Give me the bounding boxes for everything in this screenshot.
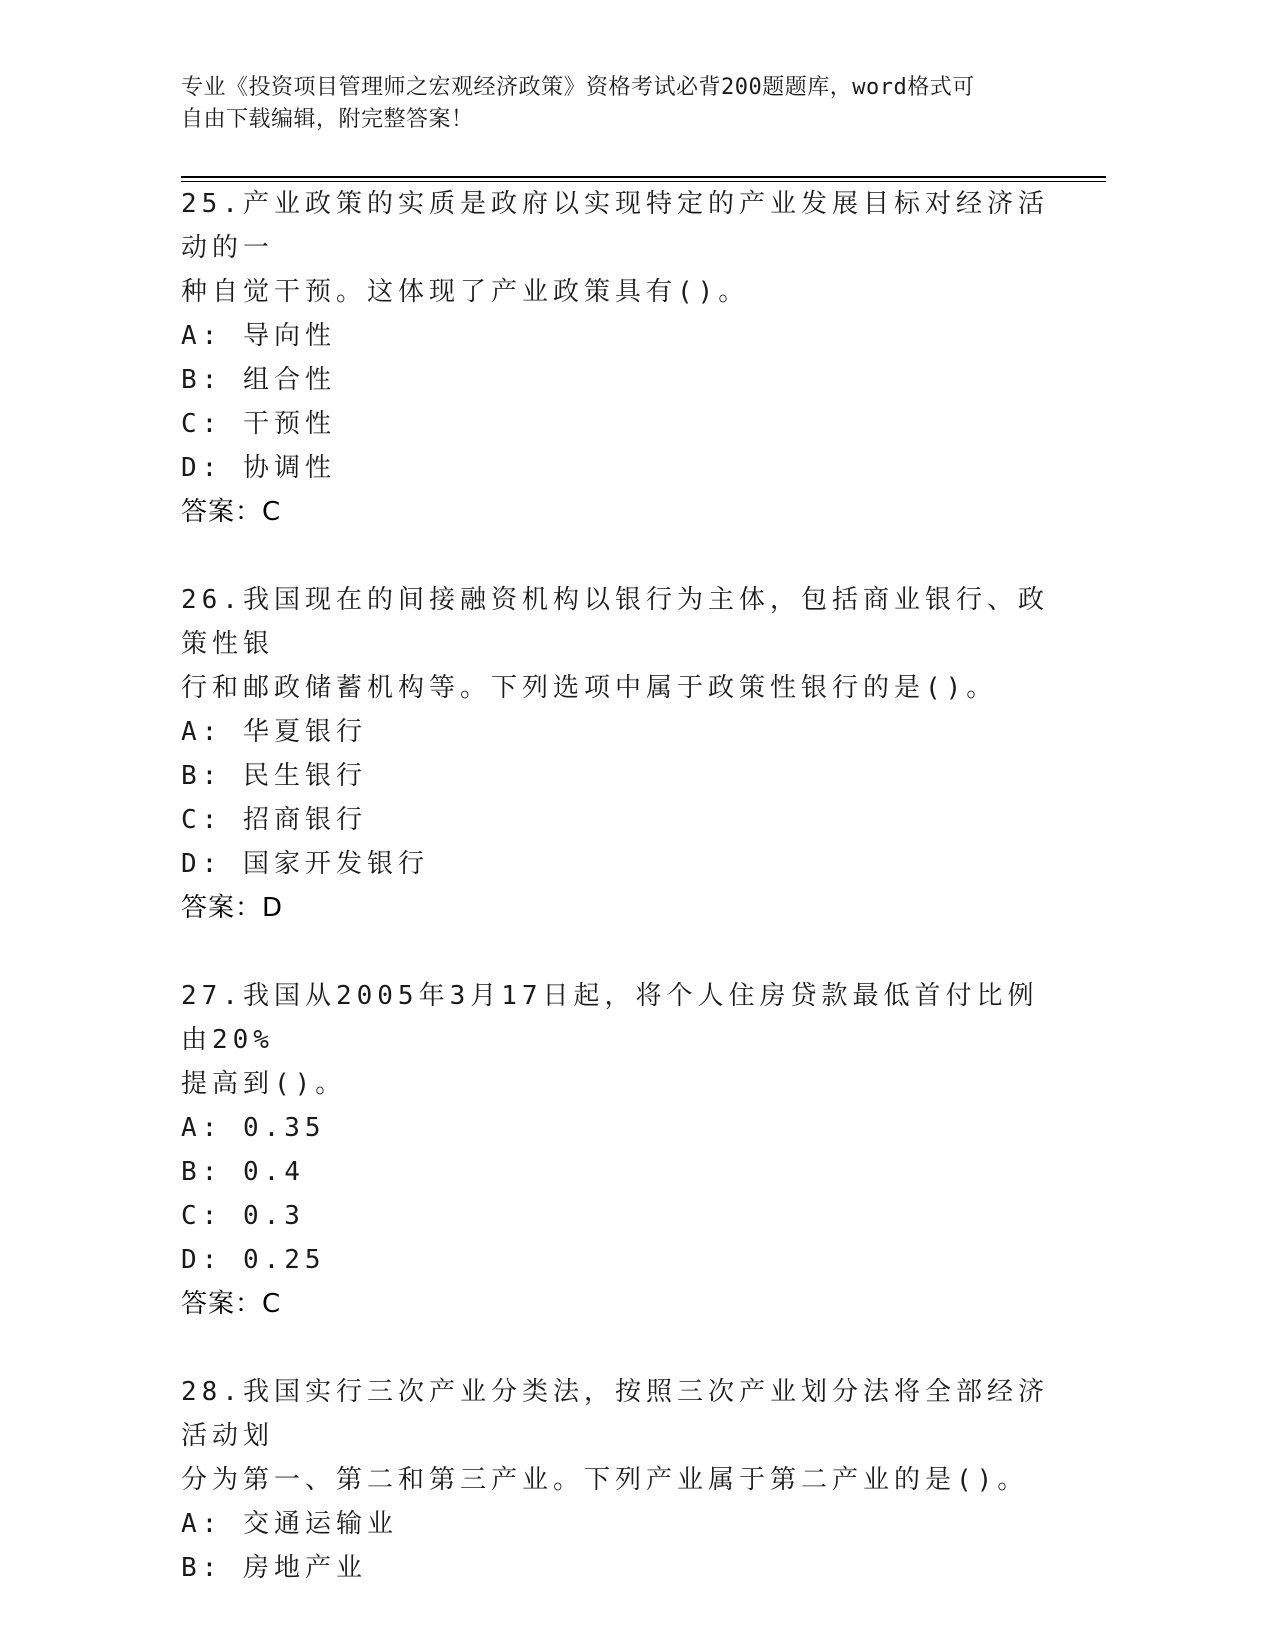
document-header	[181, 72, 1041, 136]
option-a: A: 0.35	[181, 1113, 326, 1143]
question-25	[181, 182, 1051, 578]
answer-line: 答案：C	[181, 1289, 282, 1319]
question-stem-line: 提高到()。	[181, 1069, 347, 1099]
question-spacer	[181, 1326, 1051, 1370]
header-line-1: 专业《投资项目管理师之宏观经济政策》资格考试必背200题题库，word格式可	[181, 75, 975, 100]
question-spacer	[181, 930, 1051, 974]
option-b: B: 房地产业	[181, 1553, 367, 1583]
question-stem-line: 28.我国实行三次产业分类法，按照三次产业划分法将全部经济活动划	[181, 1377, 1049, 1451]
question-26	[181, 578, 1051, 974]
question-spacer	[181, 534, 1051, 578]
option-a: A: 华夏银行	[181, 717, 367, 747]
question-stem-line: 27.我国从2005年3月17日起，将个人住房贷款最低首付比例由20%	[181, 981, 1039, 1055]
option-c: C: 0.3	[181, 1201, 305, 1231]
question-stem-line: 25.产业政策的实质是政府以实现特定的产业发展目标对经济活动的一	[181, 189, 1049, 263]
option-a: A: 交通运输业	[181, 1509, 398, 1539]
option-c: C: 干预性	[181, 409, 336, 439]
option-d: D: 国家开发银行	[181, 849, 429, 879]
option-a: A: 导向性	[181, 321, 336, 351]
option-b: B: 0.4	[181, 1157, 305, 1187]
question-stem-line: 分为第一、第二和第三产业。下列产业属于第二产业的是()。	[181, 1465, 1029, 1495]
question-28	[181, 1370, 1051, 1590]
question-27	[181, 974, 1051, 1370]
option-b: B: 民生银行	[181, 761, 367, 791]
question-stem-line: 种自觉干预。这体现了产业政策具有()。	[181, 277, 750, 307]
answer-line: 答案：C	[181, 497, 282, 527]
question-stem-line: 26.我国现在的间接融资机构以银行为主体，包括商业银行、政策性银	[181, 585, 1049, 659]
option-c: C: 招商银行	[181, 805, 367, 835]
header-line-2: 自由下载编辑，附完整答案！	[181, 107, 474, 132]
question-stem-line: 行和邮政储蓄机构等。下列选项中属于政策性银行的是()。	[181, 673, 998, 703]
option-d: D: 协调性	[181, 453, 336, 483]
question-list	[181, 182, 1051, 1590]
option-d: D: 0.25	[181, 1245, 326, 1275]
answer-line: 答案：D	[181, 893, 284, 923]
option-b: B: 组合性	[181, 365, 336, 395]
header-rule-thick	[181, 176, 1106, 178]
